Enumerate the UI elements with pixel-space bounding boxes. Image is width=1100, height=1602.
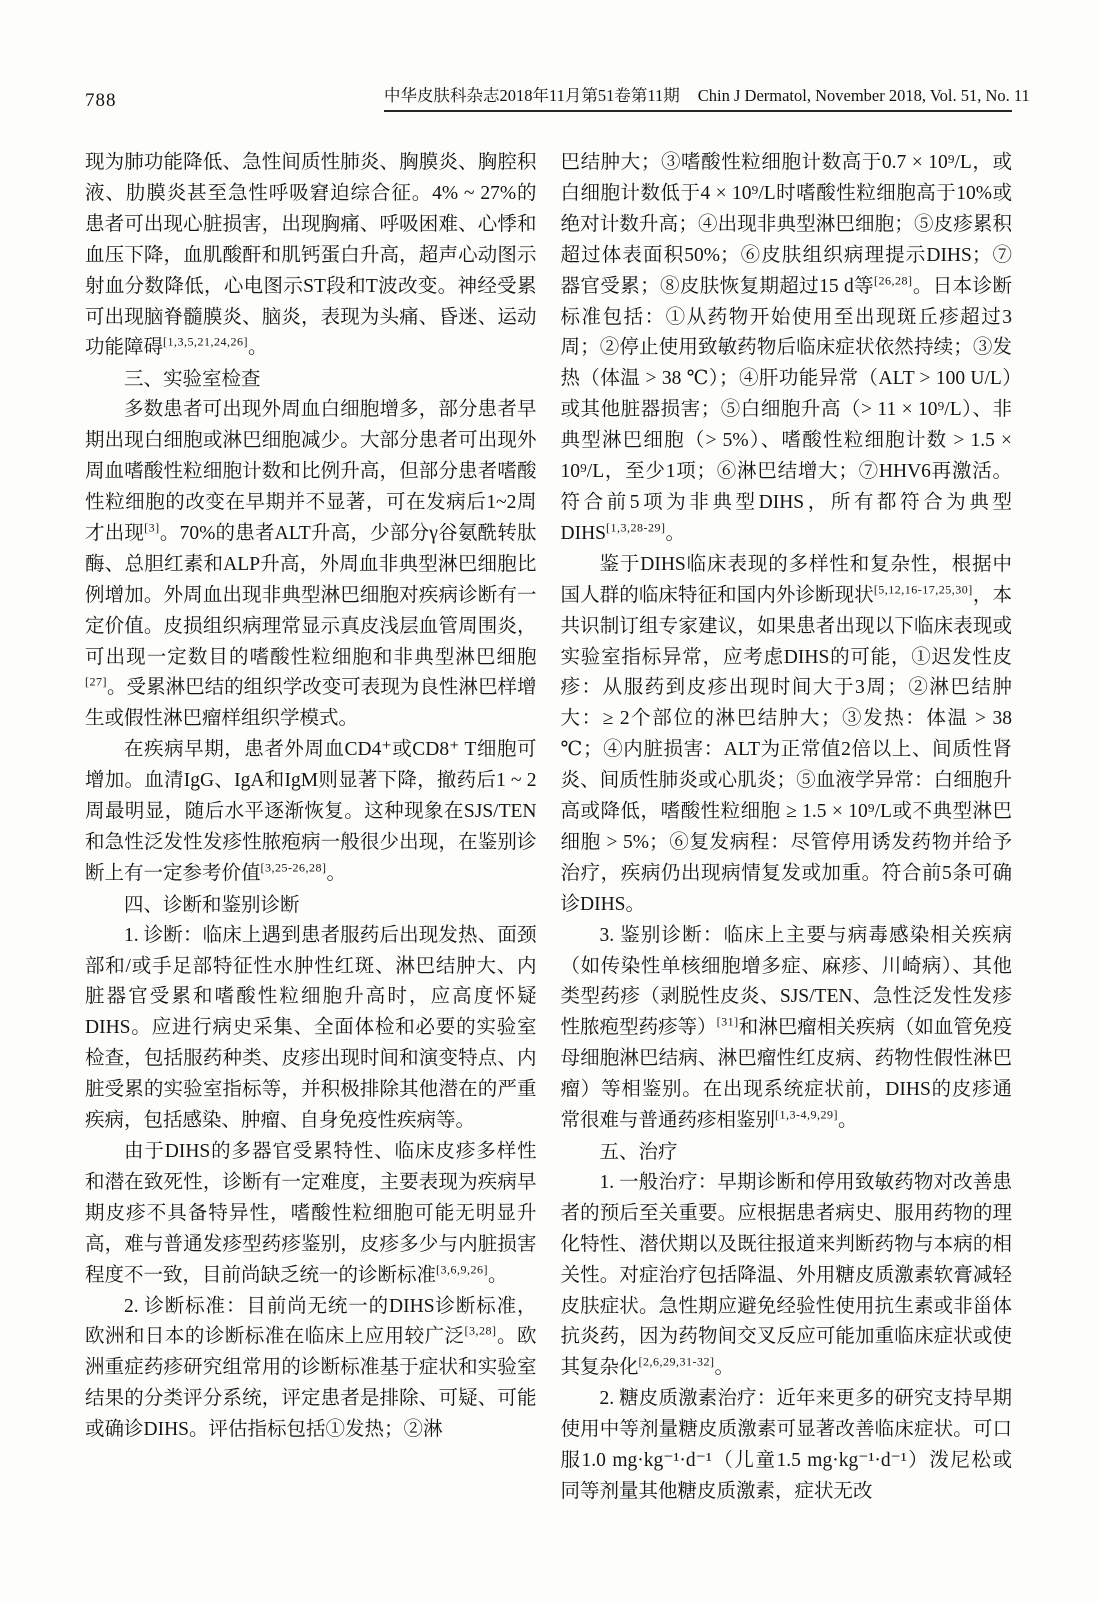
reference-superscript: [1,3-4,9,29] — [775, 1107, 839, 1122]
paragraph: 在疾病早期，患者外周血CD4⁺或CD8⁺ T细胞可增加。血清IgG、IgA和IgM则显著下降，撤药后1 ~ 2周最明显，随后水平逐渐恢复。这种现象在SJS/TEN和急性泛发性发疹性脓疱病一般很少出现，在鉴别诊断上有一定参考价值[3,25-26,28]。 — [85, 739, 537, 884]
reference-superscript: [3,28] — [464, 1323, 497, 1338]
paragraph: 鉴于DIHS临床表现的多样性和复杂性，根据中国人群的临床特征和国内外诊断现状[5,12,16-17,25,30]，本共识制订组专家建议，如果患者出现以下临床表现或实验室指标异常，应考虑DIHS的可能，①迟发性皮疹：从服药到皮疹出现时间大于3周；②淋巴结肿大：≥ 2个部位的淋巴结肿大；③发热：体温 > 38 ℃；④内脏损害：ALT为正常值2倍以上、间质性肾炎、间质性肺炎或心肌炎；⑤血液学异常：白细胞升高或降低，嗜酸性粒细胞 ≥ 1.5 × 10⁹/L或不典型淋巴细胞 > 5%；⑥复发病程：尽管停用诱发药物并给予治疗，疾病仍出现病情复发或加重。符合前5条可确诊DIHS。 — [560, 553, 1012, 915]
reference-superscript: [5,12,16-17,25,30] — [873, 582, 973, 597]
paragraph: 1. 诊断：临床上遇到患者服药后出现发热、面颈部和/或手足部特征性水肿性红斑、淋巴结肿大、内脏器官受累和嗜酸性粒细胞升高时，应高度怀疑DIHS。应进行病史采集、全面体检和必要的实验室检查，包括服药种类、皮疹出现时间和演变特点、内脏受累的实验室指标等，并积极排除其他潜在的严重疾病，包括感染、肿瘤、自身免疫性疾病等。 — [85, 924, 537, 1132]
reference-superscript: [3,25-26,28] — [260, 860, 327, 875]
page-header — [85, 82, 1030, 112]
section-heading: 五、治疗 — [599, 1141, 678, 1163]
journal-header-rule — [384, 82, 1030, 112]
paragraph: 多数患者可出现外周血白细胞增多，部分患者早期出现白细胞或淋巴细胞减少。大部分患者可出现外周血嗜酸性粒细胞计数和比例升高，但部分患者嗜酸性粒细胞的改变在早期并不显著，可在发病后1~2周才出现[3]。70%的患者ALT升高，少部分γ谷氨酰转肽酶、总胆红素和ALP升高，外周血非典型淋巴细胞比例增加。外周血出现非典型淋巴细胞对疾病诊断有一定价值。皮损组织病理常显示真皮浅层血管周围炎，可出现一定数目的嗜酸性粒细胞和非典型淋巴细胞[27]。受累淋巴结的组织学改变可表现为良性淋巴样增生或假性淋巴瘤样组织学模式。 — [85, 399, 537, 730]
section-heading: 四、诊断和鉴别诊断 — [124, 893, 300, 916]
left-column — [85, 148, 537, 1508]
reference-superscript: [27] — [85, 674, 107, 689]
paragraph: 由于DIHS的多器官受累特性、临床皮疹多样性和潜在致死性，诊断有一定难度，主要表现为疾病早期皮疹不具备特异性，嗜酸性粒细胞可能无明显升高，难与普通发疹型药疹鉴别，皮疹多少与内脏损害程度不一致，目前尚缺乏统一的诊断标准[3,6,9,26]。 — [85, 1141, 537, 1286]
paragraph: 2. 糖皮质激素治疗：近年来更多的研究支持早期使用中等剂量糖皮质激素可显著改善临床症状。可口服1.0 mg·kg⁻¹·d⁻¹（儿童1.5 mg·kg⁻¹·d⁻¹）泼尼松或同等剂量其他糖皮质激素，症状无改 — [560, 1388, 1012, 1502]
paragraph: 1. 一般治疗：早期诊断和停用致敏药物对改善患者的预后至关重要。应根据患者病史、服用药物的理化特性、潜伏期以及既往报道来判断药物与本病的相关性。对症治疗包括降温、外用糖皮质激素软膏减轻皮肤症状。急性期应避免经验性使用抗生素或非甾体抗炎药，因为药物间交叉反应可能加重临床症状或使其复杂化[2,6,29,31-32]。 — [560, 1171, 1012, 1379]
page-number: 788 — [85, 90, 117, 111]
reference-superscript: [26,28] — [873, 273, 913, 288]
reference-superscript: [2,6,29,31-32] — [638, 1354, 715, 1369]
section-heading: 三、实验室检查 — [124, 368, 261, 391]
paragraph: 3. 鉴别诊断：临床上主要与病毒感染相关疾病（如传染性单核细胞增多症、麻疹、川崎病）、其他类型药疹（剥脱性皮炎、SJS/TEN、急性泛发性发疹性脓疱型药疹等）[31]和淋巴瘤相关疾病（如血管免疫母细胞淋巴结病、淋巴瘤性红皮病、药物性假性淋巴瘤）等相鉴别。在出现系统症状前，DIHS的皮疹通常很难与普通药疹相鉴别[1,3-4,9,29]。 — [560, 924, 1012, 1132]
right-column — [561, 148, 1013, 1508]
journal-title-en: Chin J Dermatol, November 2018, Vol. 51, No. 11 — [697, 86, 1030, 105]
reference-superscript: [1,3,5,21,24,26] — [163, 334, 249, 349]
reference-superscript: [1,3,28-29] — [606, 520, 666, 535]
article-body — [85, 148, 1012, 1508]
paragraph: 巴结肿大；③嗜酸性粒细胞计数高于0.7 × 10⁹/L，或白细胞计数低于4 × 10⁹/L时嗜酸性粒细胞高于10%或绝对计数升高；④出现非典型淋巴细胞；⑤皮疹累积超过体表面积50%；⑥皮肤组织病理提示DIHS；⑦器官受累；⑧皮肤恢复期超过15 d等[26,28]。日本诊断标准包括：①从药物开始使用至出现斑丘疹超过3周；②停止使用致敏药物后临床症状依然持续；③发热（体温 > 38 ℃）；④肝功能异常（ALT > 100 U/L）或其他脏器损害；⑤白细胞升高（> 11 × 10⁹/L）、非典型淋巴细胞（> 5%）、嗜酸性粒细胞计数 > 1.5 × 10⁹/L，至少1项；⑥淋巴结增大；⑦HHV6再激活。符合前5项为非典型DIHS，所有都符合为典型DIHS[1,3,28-29]。 — [560, 152, 1012, 544]
reference-superscript: [3] — [144, 520, 160, 535]
reference-superscript: [3,6,9,26] — [436, 1262, 489, 1277]
paragraph: 现为肺功能降低、急性间质性肺炎、胸膜炎、胸腔积液、肋膜炎甚至急性呼吸窘迫综合征。4% ~ 27%的患者可出现心脏损害，出现胸痛、呼吸困难、心悸和血压下降，血肌酸酐和肌钙蛋白升高，超声心动图示射血分数降低，心电图示ST段和T波改变。神经受累可出现脑脊髓膜炎、脑炎，表现为头痛、昏迷、运动功能障碍[1,3,5,21,24,26]。 — [85, 152, 537, 359]
paragraph: 2. 诊断标准：目前尚无统一的DIHS诊断标准，欧洲和日本的诊断标准在临床上应用较广泛[3,28]。欧洲重症药疹研究组常用的诊断标准基于症状和实验室结果的分类评分系统，评定患者是排除、可疑、可能或确诊DIHS。评估指标包括①发热；②淋 — [85, 1295, 537, 1441]
reference-superscript: [31] — [716, 1014, 739, 1029]
journal-title-cn: 中华皮肤科杂志2018年11月第51卷第11期 — [384, 86, 680, 105]
